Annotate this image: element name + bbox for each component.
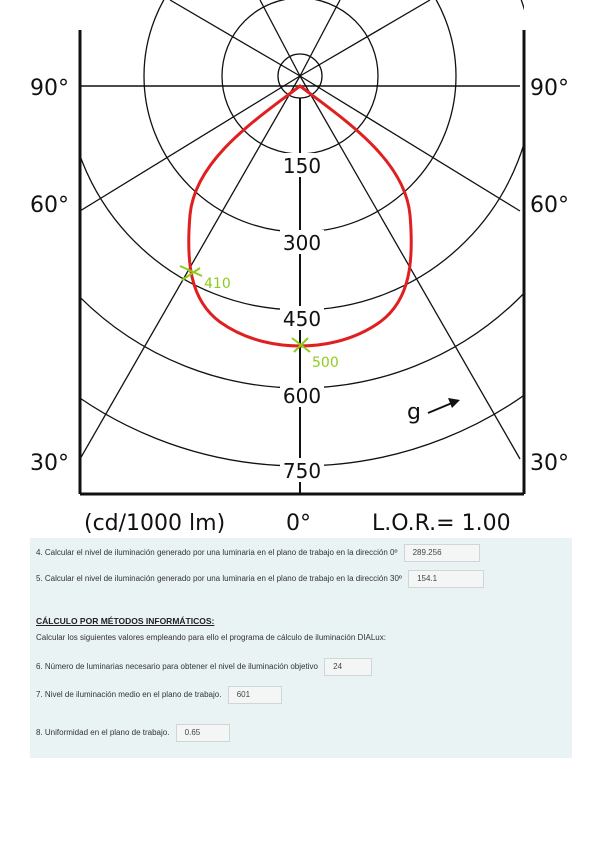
radial-label-600: 600 bbox=[282, 384, 322, 408]
section-title: CÁLCULO POR MÉTODOS INFORMÁTICOS: bbox=[36, 616, 215, 626]
answer-4-input[interactable]: 289.256 bbox=[404, 544, 480, 562]
question-7-text: 7. Nivel de iluminación medio en el plano de trabajo. bbox=[36, 690, 222, 700]
g-label: g bbox=[407, 400, 421, 425]
annotation-500: 500 bbox=[312, 355, 339, 371]
angle-label-60-right: 60° bbox=[530, 193, 569, 218]
question-5 bbox=[36, 570, 484, 588]
question-6 bbox=[36, 658, 372, 676]
question-8 bbox=[36, 724, 230, 742]
radial-label-300: 300 bbox=[282, 231, 322, 255]
g-arrow bbox=[428, 403, 452, 413]
radial-label-750: 750 bbox=[282, 459, 322, 483]
question-4-text: 4. Calcular el nivel de iluminación generado por una luminaria en el plano de trabajo en la dirección 0º bbox=[36, 548, 398, 558]
angle-label-30-right: 30° bbox=[530, 451, 569, 476]
radial-line-60 bbox=[300, 76, 520, 211]
question-5-text: 5. Calcular el nivel de iluminación generado por una luminaria en el plano de trabajo en la dirección 30º bbox=[36, 574, 402, 584]
answer-6-input[interactable]: 24 bbox=[324, 658, 372, 676]
angle-label-90-left: 90° bbox=[30, 76, 69, 101]
angle-label-90-right: 90° bbox=[530, 76, 569, 101]
question-4 bbox=[36, 544, 480, 562]
answer-8-input[interactable]: 0.65 bbox=[176, 724, 230, 742]
radial-line-60 bbox=[80, 76, 300, 211]
question-6-text: 6. Número de luminarias necesario para obtener el nivel de iluminación objetivo bbox=[36, 662, 318, 672]
radial-label-450: 450 bbox=[282, 307, 322, 331]
answer-7-input[interactable]: 601 bbox=[228, 686, 282, 704]
radial-label-150: 150 bbox=[282, 154, 322, 178]
exercise-form bbox=[30, 538, 572, 758]
annotation-410: 410 bbox=[204, 276, 231, 292]
units-label: (cd/1000 lm) bbox=[84, 511, 226, 536]
center-angle-label: 0° bbox=[286, 511, 311, 536]
angle-label-30-left: 30° bbox=[30, 451, 69, 476]
answer-5-input[interactable]: 154.1 bbox=[408, 570, 484, 588]
lor-label: L.O.R.= 1.00 bbox=[372, 511, 511, 536]
question-7 bbox=[36, 686, 282, 704]
angle-label-60-left: 60° bbox=[30, 193, 69, 218]
section-intro: Calcular los siguientes valores empleando para ello el programa de cálculo de iluminación DIALux: bbox=[36, 633, 386, 642]
question-8-text: 8. Uniformidad en el plano de trabajo. bbox=[36, 728, 170, 738]
